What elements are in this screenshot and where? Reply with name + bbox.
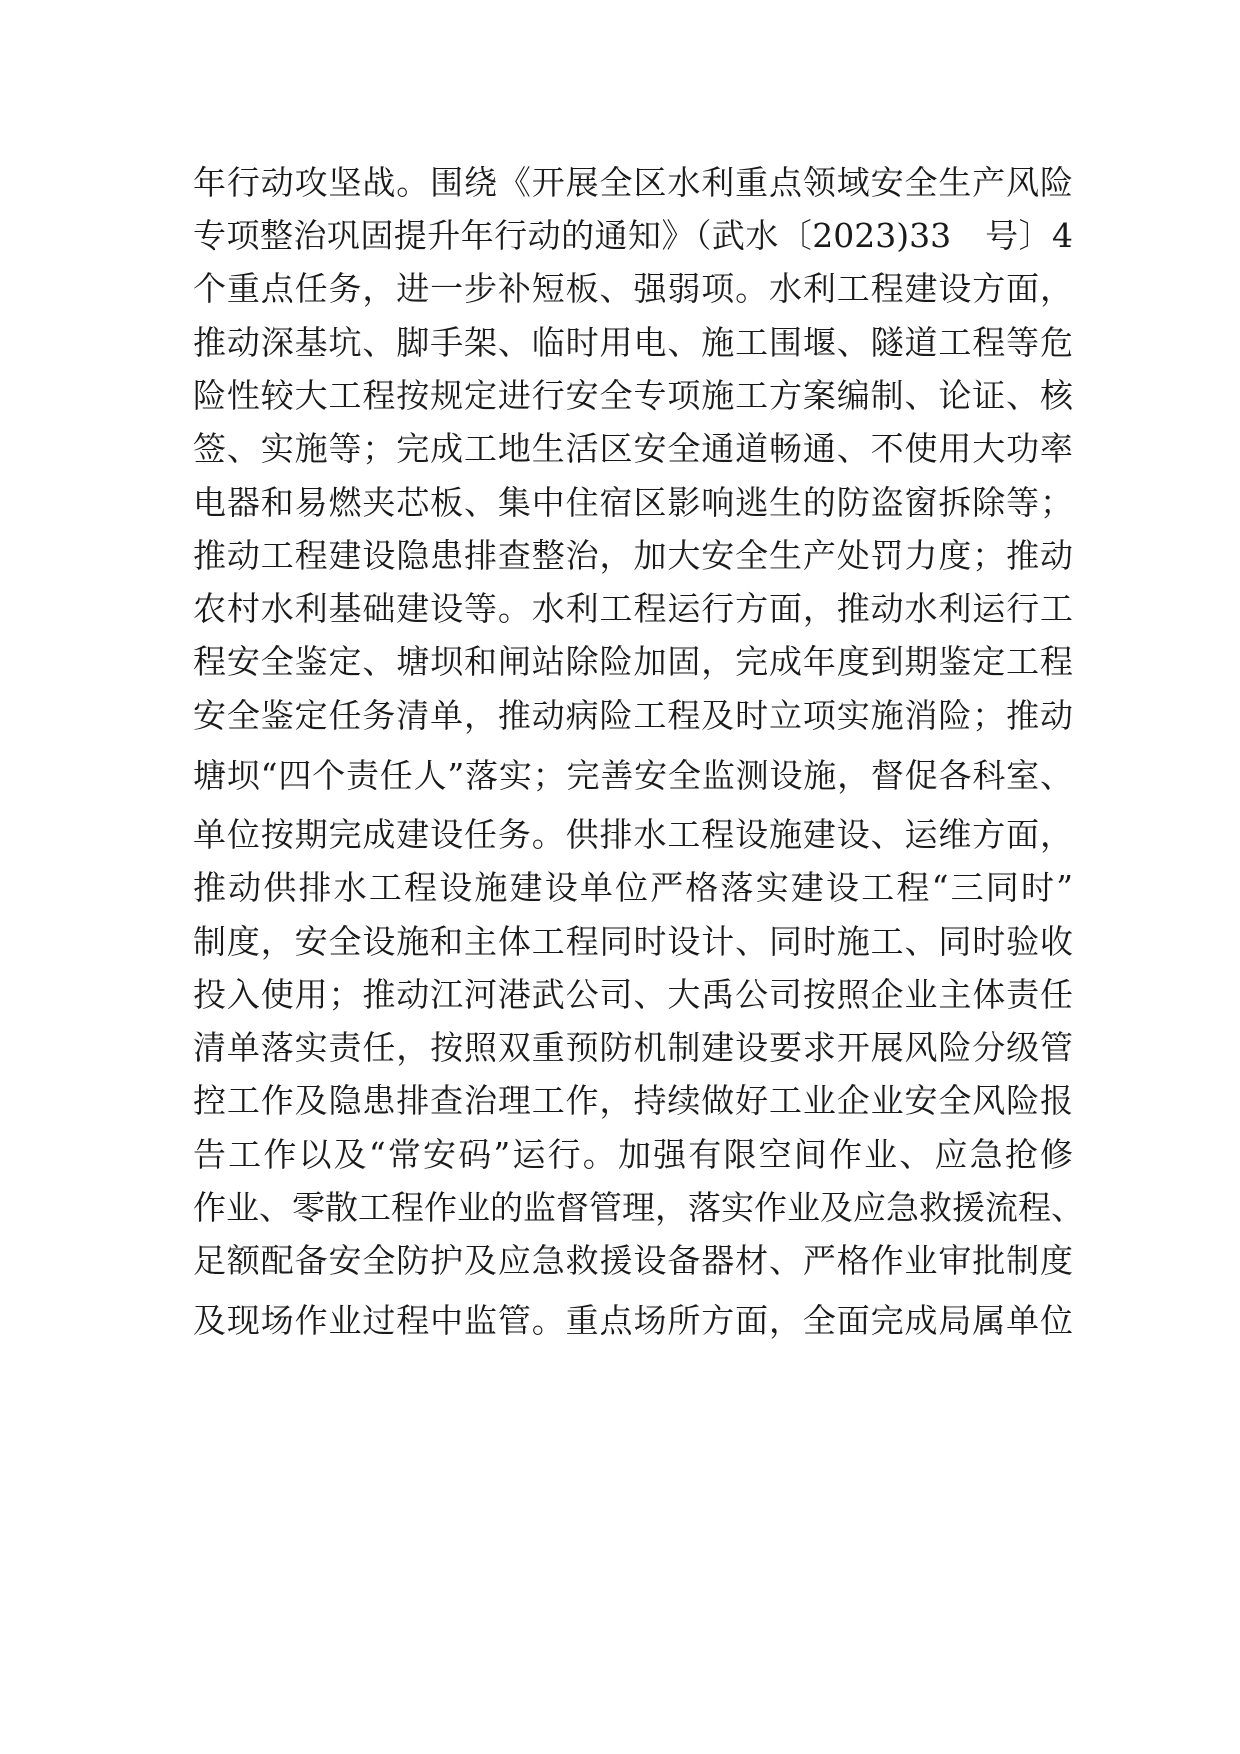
text-line: 险性较大工程按规定进行安全专项施工方案编制、论证、核 [193, 376, 1073, 415]
text-line: 年行动攻坚战。围绕《开展全区水利重点领域安全生产风险 [193, 163, 1073, 202]
text-line: 作业、零散工程作业的监督管理，落实作业及应急救援流程、 [193, 1188, 1084, 1227]
text-line: 推动供排水工程设施建设单位严格落实建设工程“三同时” [193, 868, 1073, 907]
text-line: 及现场作业过程中监管。重点场所方面，全面完成局属单位 [193, 1301, 1073, 1340]
text-line: 控工作及隐患排查治理工作，持续做好工业企业安全风险报 [193, 1081, 1073, 1120]
text-line: 清单落实责任，按照双重预防机制建设要求开展风险分级管 [193, 1028, 1073, 1067]
text-line: 电器和易燃夹芯板、集中住宿区影响逃生的防盗窗拆除等； [193, 483, 1073, 522]
text-line: 推动深基坑、脚手架、临时用电、施工围堰、隧道工程等危 [193, 323, 1073, 362]
text-line: 专项整治巩固提升年行动的通知》（武水〔2023)33 号〕4 [193, 216, 1073, 255]
text-line: 单位按期完成建设任务。供排水工程设施建设、运维方面， [193, 815, 1073, 854]
text-line: 告工作以及“常安码”运行。加强有限空间作业、应急抢修 [193, 1135, 1073, 1174]
text-line: 塘坝“四个责任人”落实；完善安全监测设施，督促各科室、 [193, 756, 1073, 795]
text-line: 安全鉴定任务清单，推动病险工程及时立项实施消险；推动 [193, 696, 1073, 735]
text-line: 制度，安全设施和主体工程同时设计、同时施工、同时验收 [193, 922, 1073, 961]
text-line: 程安全鉴定、塘坝和闸站除险加固，完成年度到期鉴定工程 [193, 642, 1073, 681]
text-line: 签、实施等；完成工地生活区安全通道畅通、不使用大功率 [193, 429, 1073, 468]
text-line: 投入使用；推动江河港武公司、大禹公司按照企业主体责任 [193, 975, 1073, 1014]
text-line: 农村水利基础建设等。水利工程运行方面，推动水利运行工 [193, 589, 1073, 628]
text-line: 足额配备安全防护及应急救援设备器材、严格作业审批制度 [193, 1241, 1073, 1280]
text-line: 推动工程建设隐患排查整治，加大安全生产处罚力度；推动 [193, 536, 1073, 575]
text-line: 个重点任务，进一步补短板、强弱项。水利工程建设方面， [193, 269, 1073, 308]
